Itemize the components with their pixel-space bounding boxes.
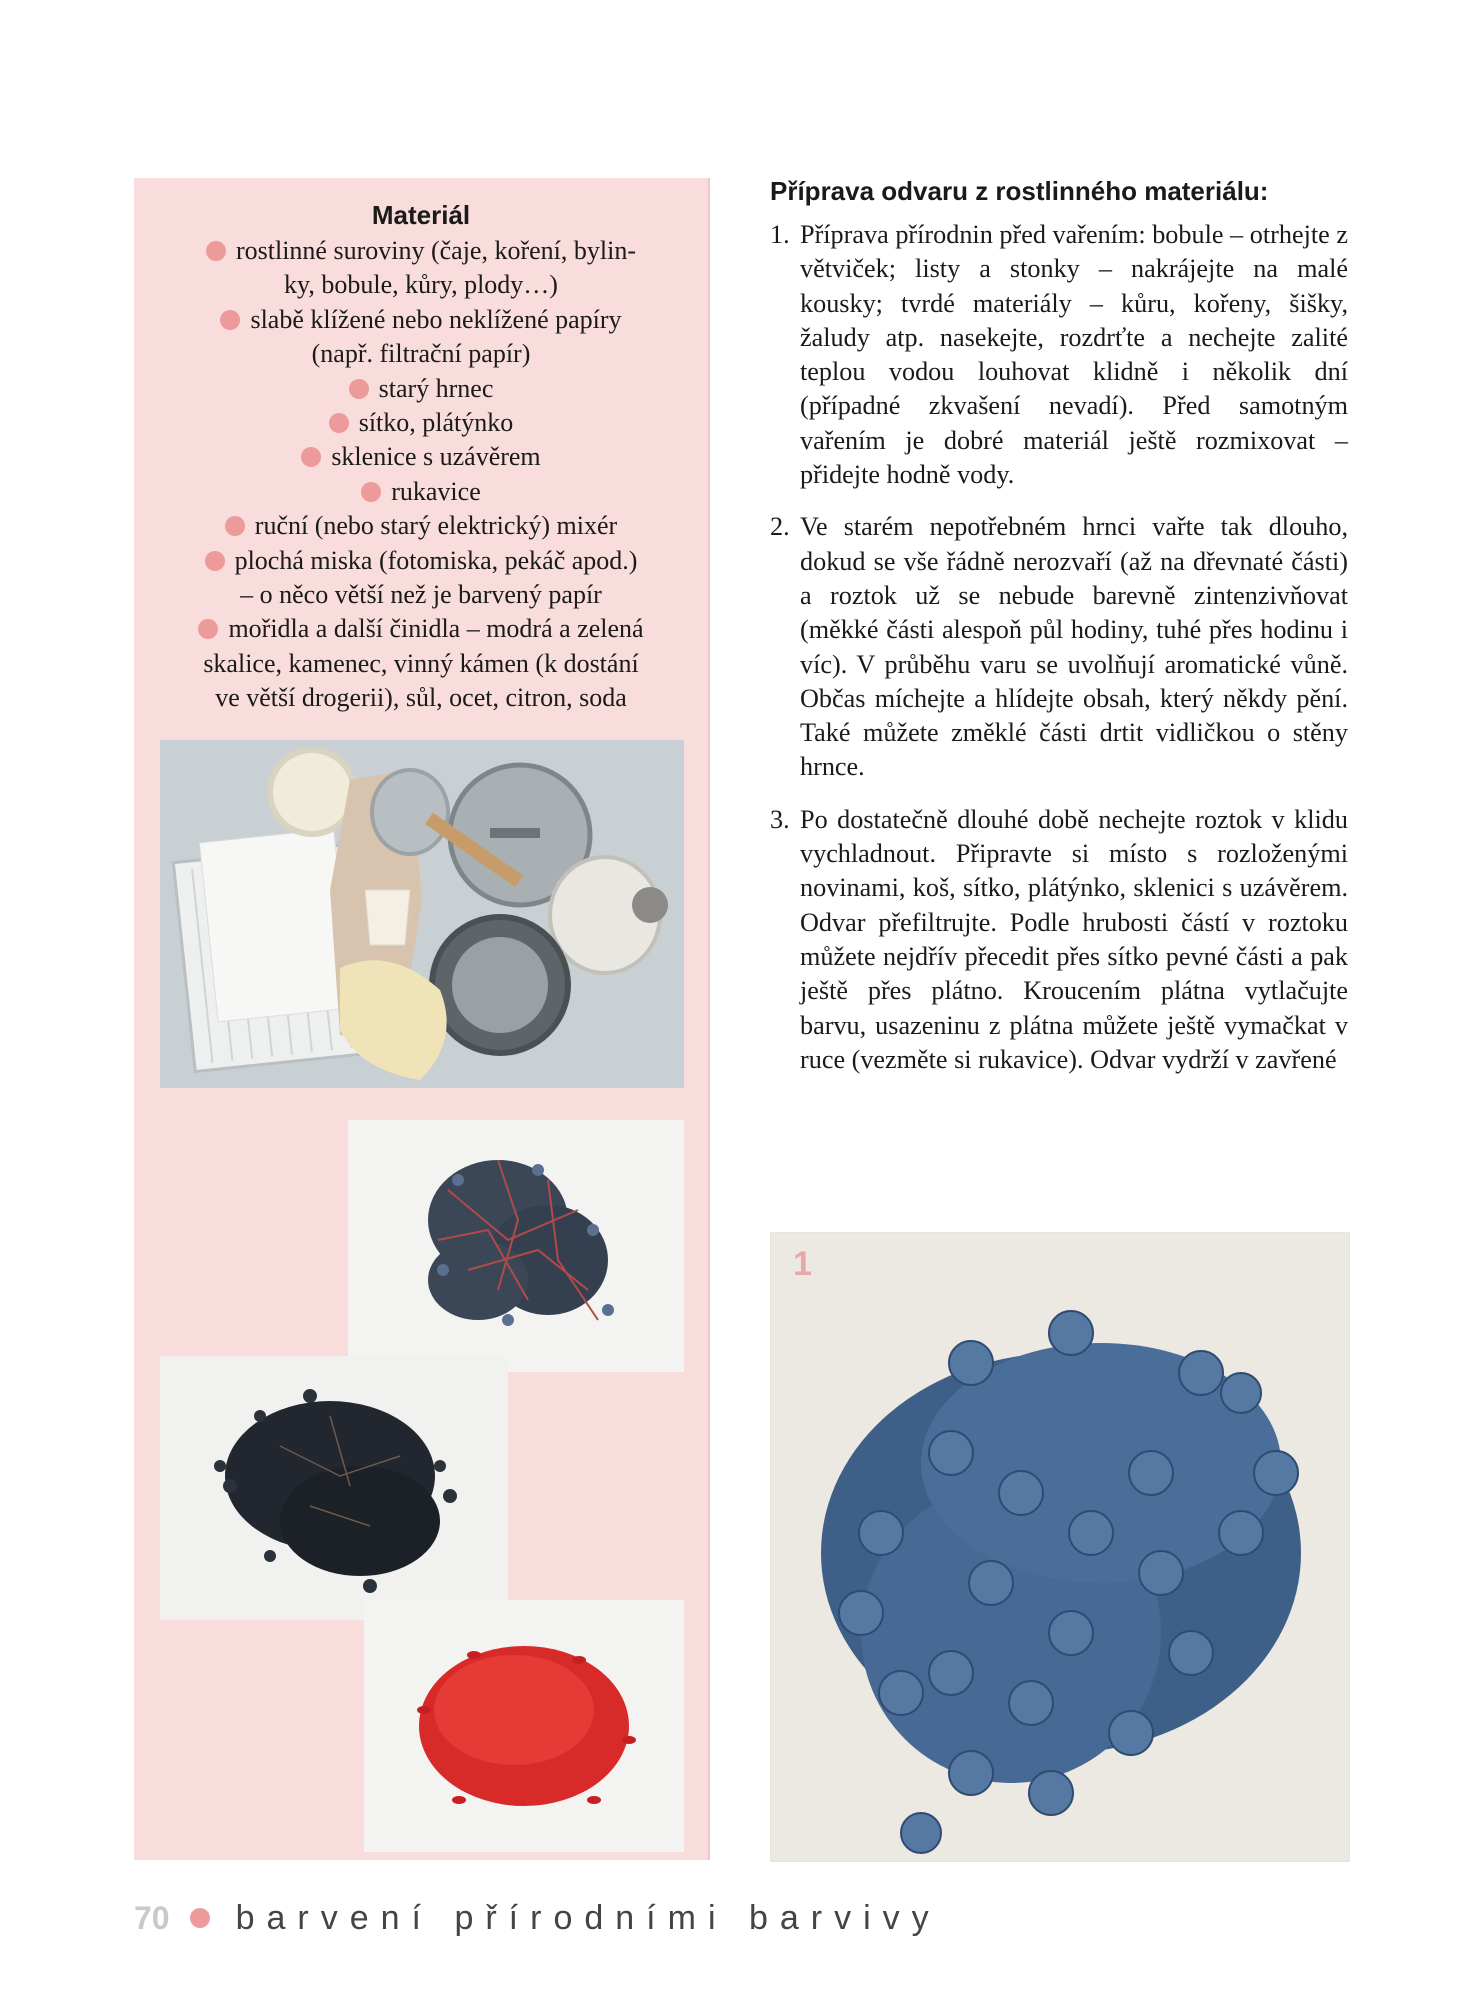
bullet-icon [220,310,240,330]
bullet-icon [329,413,349,433]
material-line: ruční (nebo starý elektrický) mixér [158,509,684,543]
step-number: 3. [770,804,790,834]
step-number: 1. [770,220,790,249]
step-item [770,510,1348,784]
material-line: rukavice [158,475,684,509]
material-line: starý hrnec [158,372,684,406]
step-text: Příprava přírodnin před vařením: bobule – otrhejte z větviček; listy a stonky – nakrájejte na malé kousky; tvrdé materiály – kůru, kořeny, šišky, žaludy atp. nasekejte, rozdrťte a nechejte zalité teplou vodou louhovat klidně i několik dní (případné zkvašení nevadí). Před samotným vařením je dobré materiál ještě rozmixovat – přidejte hodně vody. [800,220,1348,490]
material-line: ve větší drogerii), sůl, ocet, citron, soda [215,683,627,713]
material-line: – o něco větší než je barvený papír [240,580,602,610]
material-list [158,234,684,716]
sloe-berries-photo [770,1232,1350,1862]
photo-label: 1 [793,1245,812,1283]
material-line: rostlinné suroviny (čaje, koření, bylin- [158,234,684,268]
elderberry-dark-photo [160,1356,508,1620]
bullet-icon [349,379,369,399]
bullet-icon [205,551,225,571]
material-line: sítko, plátýnko [158,406,684,440]
step-number: 2. [770,512,790,542]
bullet-icon [190,1908,210,1928]
material-line: slabě klížené nebo neklížené papíry [158,303,684,337]
bullet-icon [225,516,245,536]
page-footer [134,1898,941,1938]
material-line: mořidla a další činidla – modrá a zelená [158,612,684,646]
material-line: skalice, kamenec, vinný kámen (k dostání [203,648,639,678]
bullet-icon [301,447,321,467]
material-line: (např. filtrační papír) [311,339,531,369]
bullet-icon [361,482,381,502]
material-line: sklenice s uzávěrem [158,440,684,474]
bullet-icon [198,619,218,639]
step-item [770,218,1348,492]
step-text: Ve starém nepotřebném hrnci vařte tak dlouho, dokud se vše řádně nerozvaří (až na dřevnaté části) a roztok už se nebude barevně zintenzivňovat (měkké části alespoň půl hodiny, tuhé přes hodinu i víc). V průběhu varu se uvolňují aromatické vůně. Občas míchejte a hlídejte obsah, který někdy pění. Také můžete změklé části drtit vidličkou o stěny hrnce. [800,512,1348,782]
footer-title: barvení přírodními barvivy [235,1898,941,1937]
step-item [770,803,1348,1077]
elderberry-stems-photo [348,1120,684,1372]
steps-list [770,218,1348,1095]
tools-photo [160,740,684,1088]
section-title: Příprava odvaru z rostlinného materiálu: [770,176,1269,206]
barberry-photo [364,1600,684,1852]
page-number: 70 [134,1899,170,1936]
step-text: Po dostatečně dlouhé době nechejte roztok v klidu vychladnout. Připravte si místo s rozloženými novinami, koš, sítko, plátýnko, sklenici s uzávěrem. Odvar přefiltrujte. Podle hrubosti částí v roztoku můžete nejdřív přecedit přes sítko pevné části a pak ještě přes plátno. Kroucením plátna vytlačujte barvu, usazeninu z plátna můžete ještě vymačkat v ruce (vezměte si rukavice). Odvar vydrží v zavřené [800,804,1348,1074]
material-line: plochá miska (fotomiska, pekáč apod.) [158,544,684,578]
material-title: Materiál [371,200,471,230]
bullet-icon [206,241,226,261]
material-line: ky, bobule, kůry, plody…) [284,270,558,300]
